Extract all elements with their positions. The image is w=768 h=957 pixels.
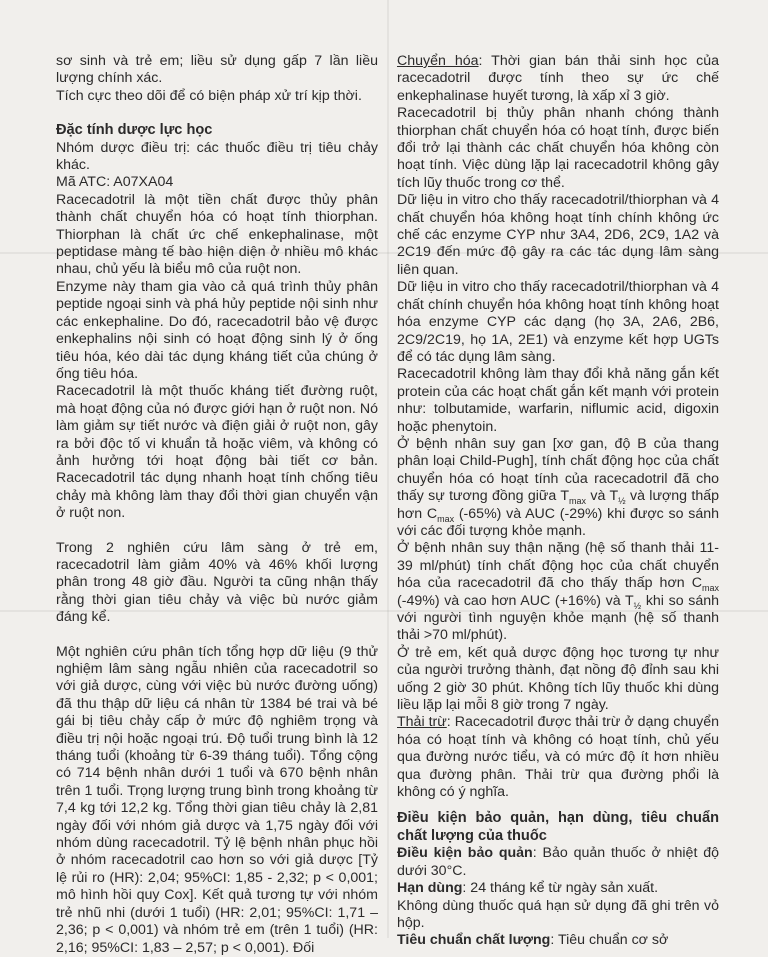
paragraph: Racecadotril bị thủy phân nhanh chóng thành thiorphan chất chuyển hóa có hoạt tính, được biến đổi trở lại thành các chất chuyển hóa không còn hoạt tính. Việc dùng lặp lại racecadotril không gây tích lũy thuốc trong cơ thể. xyxy=(397,105,719,191)
paper-crease xyxy=(387,0,389,938)
paragraph: sơ sinh và trẻ em; liều sử dụng gấp 7 lần liều lượng chính xác. xyxy=(56,53,378,87)
paragraph: Ở bệnh nhân suy gan [xơ gan, độ B của thang phân loại Child-Pugh], tính chất động học của chất chuyển hóa có hoạt tính của racecadotril đã cho thấy sự tương đồng giữa $T_{max}$ và $T_{\frac{1}{2}}$ và lượng thấp hơn $C_{max}$ (-65%) và AUC (-29%) khi được so sánh với các đối tượng khỏe mạnh. xyxy=(397,435,719,539)
paragraph: Racecadotril là một thuốc kháng tiết đường ruột, mà hoạt động của nó được giới hạn ở ruột non. Nó làm giảm sự tiết nước và điện giải ở ruột non, gây ra bởi độc tố vi khuẩn tả hoặc viêm, và không có ảnh hưởng tới hoạt động bài tiết cơ bản. Racecadotril tác dụng nhanh hoạt tính chống tiêu chảy mà không làm thay đổi thời gian chuyển vận ở ruột non. xyxy=(56,383,378,522)
quality-standard-label: Tiêu chuẩn chất lượng xyxy=(397,932,551,949)
paragraph: Một nghiên cứu phân tích tổng hợp dữ liệu (9 thử nghiệm lâm sàng ngẫu nhiên của racecadotril so với giả dược, cùng với việc bù nước đường uống) đã thu thập dữ liệu cá nhân từ 1384 bé trai và bé gái bị tiêu chảy cấp ở mức độ nghiêm trọng và điều trị nội hoặc ngoại trú. Độ tuổi trung bình là 12 tháng tuổi (khoảng từ 6-39 tháng tuổi). Tổng cộng có 714 bệnh nhân dưới 1 tuổi và 670 bệnh nhân trên 1 tuổi. Trọng lượng trung bình trong khoảng từ 7,4 kg tới 12,2 kg. Tổng thời gian tiêu chảy là 2,81 ngày đối với nhóm giả dược và 1,75 ngày đối với nhóm dùng racecadotril. Tỷ lệ bệnh nhân phục hồi ở nhóm racecadotril cao hơn so với giả dược [Tỷ lệ rủi ro (HR): 2,04; 95%CI: 1,85 - 2,32; p < 0,001; mô hình hồi quy Cox]. Kết quả tương tự với nhóm trẻ nhũ nhi (dưới 1 tuổi) (HR: 2,01; 95%CI: 1,71 – 2,36; p < 0,001) và nhóm trẻ em (trên 1 tuổi) (HR: 2,16; 95%CI: 1,83 – 2,57; p < 0,001). Đối xyxy=(56,643,378,956)
right-column xyxy=(397,53,719,950)
paragraph: Thải trừ: Racecadotril được thải trừ ở dạng chuyển hóa có hoạt tính và không có hoạt tính, chủ yếu qua đường nước tiểu, và có mức độ ít hơn nhiều qua đường phân. Thải trừ qua đường phổi là không có ý nghĩa. xyxy=(397,714,719,801)
paragraph: Dữ liệu in vitro cho thấy racecadotril/thiorphan và 4 chất chuyển hóa không hoạt tính chính không ức chế các enzyme CYP như 3A4, 2D6, 2C9, 1A2 và 2C19 đến mức độ gây ra các tác dụng lâm sàng liên quan. xyxy=(397,192,719,278)
paragraph: Tích cực theo dõi để có biện pháp xử trí kịp thời. xyxy=(56,87,362,104)
paragraph: Chuyển hóa: Thời gian bán thải sinh học của racecadotril được tính theo sự ức chế enkephalinase huyết tương, là xấp xỉ 3 giờ. xyxy=(397,53,720,104)
paragraph: Racecadotril không làm thay đổi khả năng gắn kết protein của các hoạt chất gắn kết mạnh với protein như: tolbutamide, warfarin, niflumic acid, digoxin hoặc phenytoin. xyxy=(397,366,719,435)
paragraph: Ở trẻ em, kết quả dược động học tương tự như của người trưởng thành, đạt nồng độ đỉnh sau khi uống 2 giờ 30 phút. Không tích lũy thuốc khi dùng liều lặp lại mỗi 8 giờ trong 7 ngày. xyxy=(397,644,719,714)
section-heading: Đặc tính dược lực học xyxy=(56,122,213,139)
paragraph: Enzyme này tham gia vào cả quá trình thủy phân peptide ngoại sinh và phá hủy peptide nội sinh như các enkephaline. Do đó, racecadotril bảo vệ được enkephalins nội sinh có hoạt động sinh lý ở ống tiêu hóa, kéo dài tác dụng kháng tiết của chúng ở ống tiêu hóa. xyxy=(56,278,378,382)
paragraph: Điều kiện bảo quản: Bảo quản thuốc ở nhiệt độ dưới 30°C. xyxy=(397,845,719,879)
left-column xyxy=(56,53,378,957)
paragraph: Hạn dùng: 24 tháng kể từ ngày sản xuất. xyxy=(397,880,659,897)
shelf-life-label: Hạn dùng xyxy=(397,880,463,897)
paragraph: Nhóm dược điều trị: các thuốc điều trị tiêu chảy khác. xyxy=(56,139,378,174)
paragraph: Trong 2 nghiên cứu lâm sàng ở trẻ em, racecadotril làm giảm 40% và 46% khối lượng phân trong 48 giờ đầu. Người ta cũng nhận thấy rằng thời gian tiêu chảy và việc bù nước giảm đáng kể. xyxy=(56,539,378,626)
paragraph: Racecadotril là một tiền chất được thủy phân thành chất chuyển hóa có hoạt tính thiorphan. Thiorphan là chất ức chế enkephalinase, một peptidase màng tế bào hiện diện ở nhiều mô khác nhau, chủ yếu là biểu mô của ruột non. xyxy=(56,191,378,278)
paragraph: Tiêu chuẩn chất lượng: Tiêu chuẩn cơ sở xyxy=(397,932,669,949)
paragraph: Dữ liệu in vitro cho thấy racecadotril/thiorphan và 4 chất chính chuyển hóa không hoạt tính không hoạt hóa enzyme CYP các dạng (họ 3A, 2A6, 2B6, 2C9/2C19, họ 1A, 2E1) và enzyme kết hợp UGTs để có tác dụng lâm sàng. xyxy=(397,279,719,365)
subheading-elimination: Thải trừ xyxy=(397,714,447,731)
section-heading: Điều kiện bảo quản, hạn dùng, tiêu chuẩn chất lượng của thuốc xyxy=(397,810,719,844)
subheading-metabolism: Chuyển hóa xyxy=(397,53,479,69)
atc-code: Mã ATC: A07XA04 xyxy=(56,174,174,191)
paragraph: Ở bệnh nhân suy thận nặng (hệ số thanh thải 11-39 ml/phút) tính chất động học của chất chuyển hóa của racecadotril đã cho thấy thấp hơn $C_{max}$ (-49%) và cao hơn AUC (+16%) và $T_{\frac{1}{2}}$ khi so sánh với người tình nguyện khỏe mạnh (hệ số thanh thải >70 ml/phút). xyxy=(397,540,719,644)
storage-label: Điều kiện bảo quản xyxy=(397,845,533,862)
paragraph: Không dùng thuốc quá hạn sử dụng đã ghi trên vỏ hộp. xyxy=(397,897,719,931)
